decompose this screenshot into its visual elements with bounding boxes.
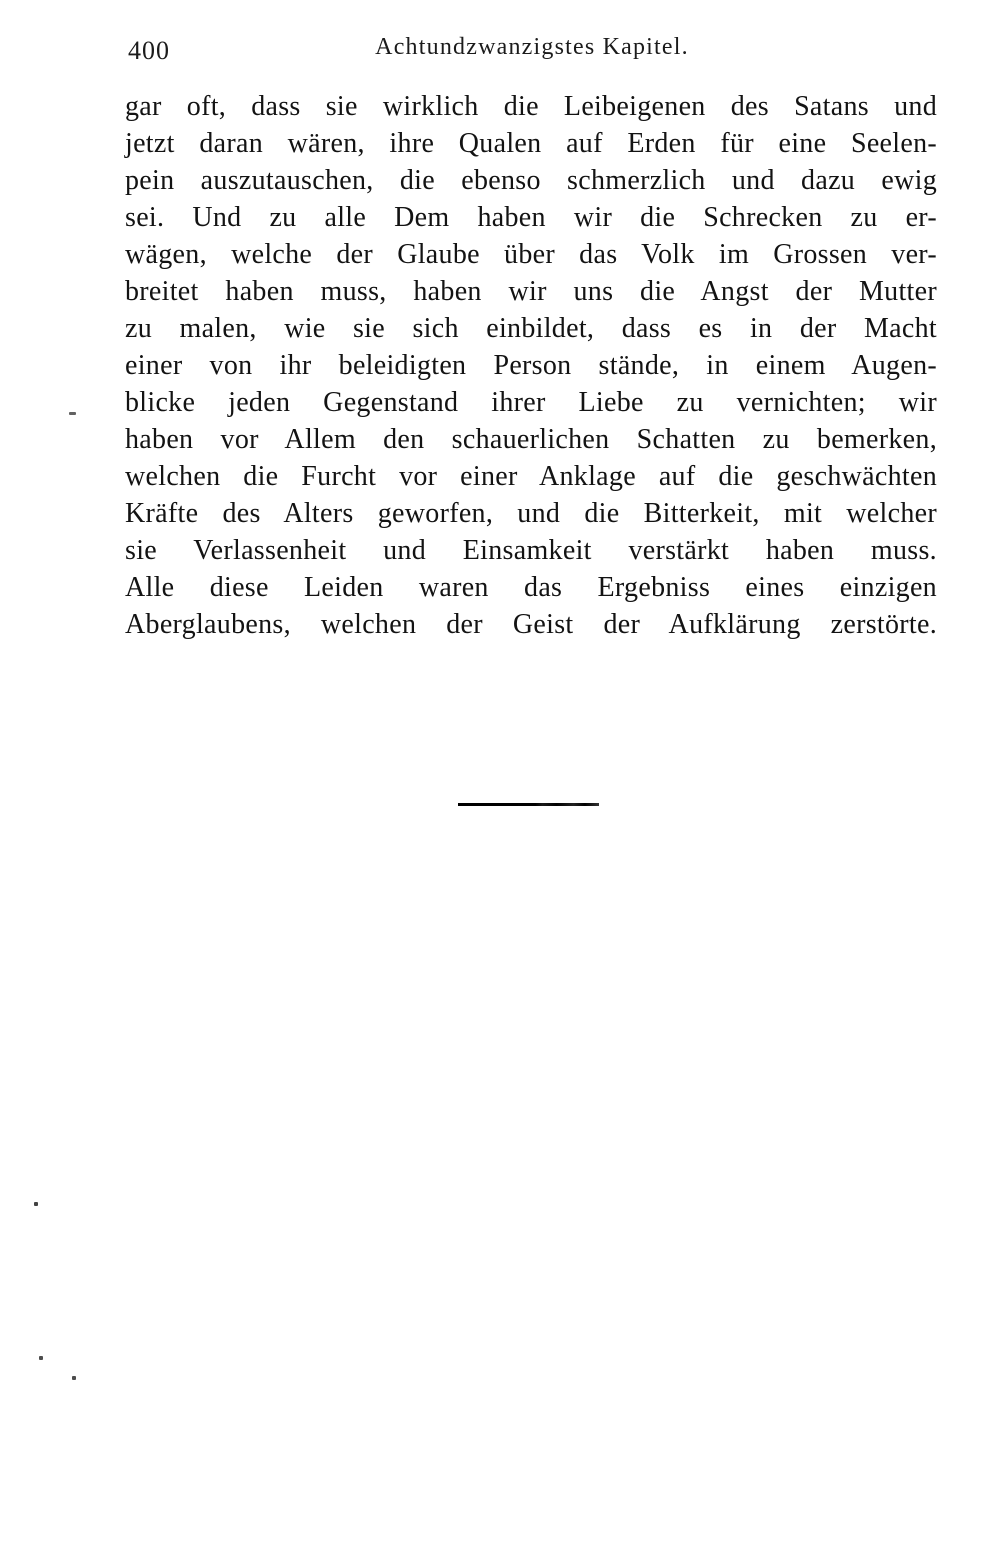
scan-speck: [72, 1376, 76, 1380]
body-paragraph: [125, 88, 937, 643]
text-line: pein auszutauschen, die ebenso schmerzlich und dazu ewig: [125, 165, 937, 196]
text-line: wägen, welche der Glaube über das Volk im Grossen ver-: [125, 239, 937, 270]
text-line: gar oft, dass sie wirklich die Leibeigenen des Satans und: [125, 91, 937, 122]
scan-speck: [69, 412, 76, 415]
chapter-end-rule: [458, 803, 599, 806]
page-number: 400: [128, 36, 170, 65]
text-line: jetzt daran wären, ihre Qualen auf Erden für eine Seelen-: [125, 128, 937, 159]
text-line: Aberglaubens, welchen der Geist der Aufklärung zerstörte.: [125, 609, 937, 640]
scan-speck: [39, 1356, 43, 1360]
text-line: sie Verlassenheit und Einsamkeit verstärkt haben muss.: [125, 535, 937, 566]
text-line: welchen die Furcht vor einer Anklage auf die geschwächten: [125, 461, 937, 492]
text-line: einer von ihr beleidigten Person stände, in einem Augen-: [125, 350, 937, 381]
text-line: sei. Und zu alle Dem haben wir die Schrecken zu er-: [125, 202, 937, 233]
text-line: haben vor Allem den schauerlichen Schatten zu bemerken,: [125, 424, 937, 455]
text-line: Kräfte des Alters geworfen, und die Bitterkeit, mit welcher: [125, 498, 937, 529]
text-line: zu malen, wie sie sich einbildet, dass es in der Macht: [125, 313, 937, 344]
running-header: [0, 30, 1000, 66]
chapter-title: Achtundzwanzigstes Kapitel.: [375, 34, 689, 60]
text-line: Alle diese Leiden waren das Ergebniss eines einzigen: [125, 572, 937, 603]
text-line: breitet haben muss, haben wir uns die Angst der Mutter: [125, 276, 937, 307]
text-line: blicke jeden Gegenstand ihrer Liebe zu vernichten; wir: [125, 387, 937, 418]
scan-speck: [34, 1202, 38, 1206]
